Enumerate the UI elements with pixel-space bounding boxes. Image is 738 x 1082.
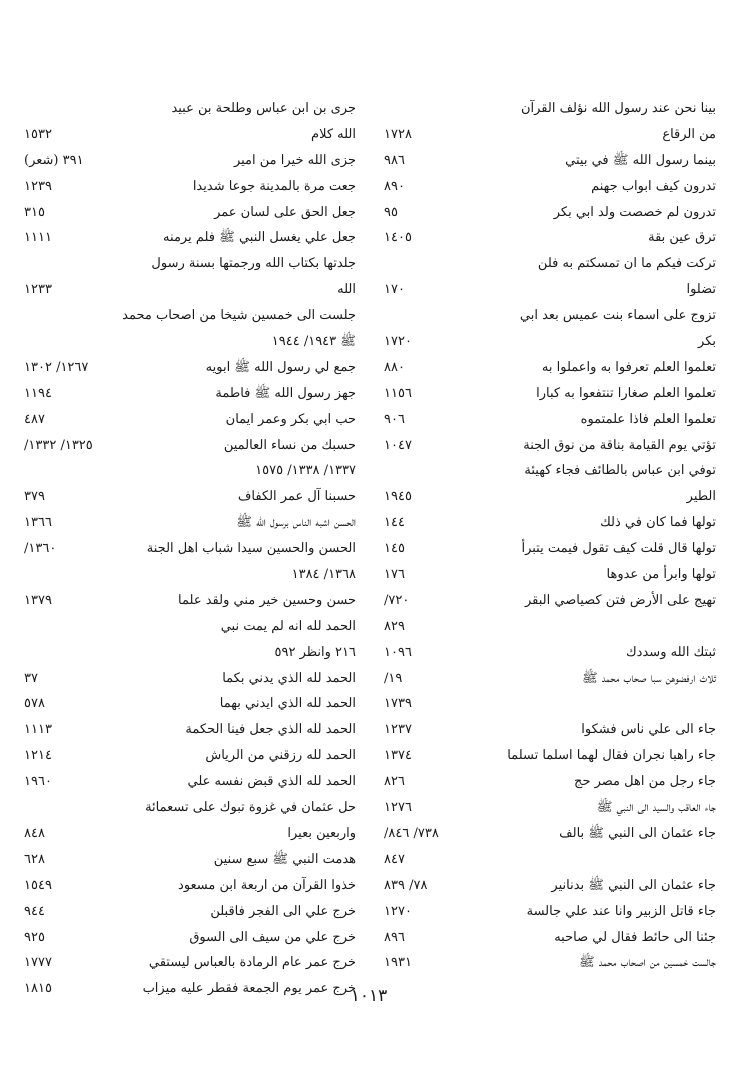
entry-text: خذوا القرآن من اربعة ابن مسعود [178,877,356,893]
entry-text: تولها قال قلت كيف تقول فيمت يتبرأ [521,541,716,557]
index-entry [22,381,356,407]
index-entry [382,200,716,226]
index-entry [22,899,356,925]
index-entry [22,795,356,821]
index-entry [382,925,716,951]
entry-reference: ٩٥ [384,204,398,220]
index-entry [382,614,716,640]
entry-text: توفي ابن عباس بالطائف فجاء كهيئة [524,463,716,479]
index-entry [382,795,716,821]
index-entry [22,225,356,251]
entry-text: الحسن والحسين سيدا شباب اهل الجنة [146,541,356,557]
entry-text: تدرون لم خصصت ولد ابي بكر [553,204,716,220]
entry-text: جاء العاقب والسيد الى النبي ﷺ [596,800,716,816]
index-entry [382,510,716,536]
index-entry [382,691,716,717]
entry-reference: ١٩٤٥ [384,489,412,505]
entry-reference: ١٣٦٦ [24,515,52,531]
entry-text: الحمد لله رزقني من الرياش [205,748,356,764]
entry-reference: ١٩٦٠ [24,774,52,790]
entry-reference: ٧٢٠/ [384,592,410,608]
index-entry [382,355,716,381]
entry-reference: ٥٧٨ [24,696,45,712]
entry-text: جاء عثمان الى النبي ﷺ بالف [559,825,716,841]
index-entry [22,174,356,200]
entry-text: ثلاث ارفضوهن سبا صحاب محمد ﷺ [582,670,716,686]
index-entry [22,303,356,329]
entry-text: ﷺ ١٩٤٣/ ١٩٤٤ [271,334,356,350]
entry-text: تعلموا العلم فاذا علمتموه [580,411,716,427]
entry-reference: ١٢٧٦ [384,800,412,816]
entry-text: تزوج على اسماء بنت عميس بعد ابي [519,308,716,324]
index-entry [382,122,716,148]
entry-text: جاء الى علي ناس فشكوا [581,722,716,738]
entry-text: جمع لي رسول الله ﷺ ابويه [205,359,356,375]
entry-reference: ١٣٧٤ [384,748,412,764]
entry-reference: ١٧٣٩ [384,696,412,712]
entry-text: تؤتي يوم القيامة بناقة من نوق الجنة [523,437,716,453]
entry-reference: ٣٧ [24,670,38,686]
entry-reference: ٤٨٧ [24,411,45,427]
entry-reference: ١٥٤٩ [24,877,52,893]
index-entry [22,925,356,951]
entry-reference: ١٣٢٥/ ١٣٣٢/ [24,437,93,453]
index-entry [22,433,356,459]
entry-text: جاء راهبا نجران فقال لهما اسلما تسلما [507,748,716,764]
entry-text: جرى بن ابن عباس وطلحة بن عبيد [171,101,356,116]
entry-text: تدرون كيف ابواب جهنم [591,178,716,194]
index-entry [382,433,716,459]
entry-reference: ١٢٧٠ [384,903,412,919]
entry-reference: ٩٨٦ [384,152,405,168]
entry-text: جعت مرة بالمدينة جوعا شديدا [192,178,356,194]
index-column-left [22,96,356,1002]
index-entry [22,666,356,692]
index-entry [22,743,356,769]
index-entry [22,200,356,226]
entry-reference: ١٤٤ [384,515,405,531]
entry-reference: ٨٩٦ [384,929,405,945]
entry-text: جلست الى خمسين شيخا من اصحاب محمد [122,308,356,324]
entry-text: خرج عمر يوم الجمعة فقطر عليه ميزاب [142,981,356,997]
index-entry [22,329,356,355]
entry-text: ٢١٦ وانظر ٥٩٢ [274,644,356,660]
entry-reference: ١٠٤٧ [384,437,412,453]
entry-text: تعلموا العلم تعرفوا به واعملوا به [541,359,716,375]
entry-reference: ١٧٧٧ [24,955,52,971]
index-entry [22,355,356,381]
index-entry [382,458,716,484]
entry-text: الطير [686,489,716,505]
entry-text: الحمد لله الذي ايدني بهما [219,696,356,712]
entry-text: تضلوا [686,282,716,298]
index-entry [382,821,716,847]
index-entry [382,640,716,666]
index-entry [22,536,356,562]
entry-reference: ١٠٩٦ [384,644,412,660]
entry-reference: ٨٤٧ [384,851,405,867]
entry-text: خرج عمر عام الرمادة بالعباس ليستقي [148,955,356,971]
entry-reference: ١١٥٦ [384,385,412,401]
entry-text: حسن وحسين خير مني ولقد علما [178,592,356,608]
entry-reference: ١٤٠٥ [384,230,412,246]
entry-reference: ١٥٣٢ [24,126,52,142]
entry-text: جاء رجل من اهل مصر حج [574,774,716,790]
index-entry [382,407,716,433]
entry-text: الحمد لله الذي يدني بكما [222,670,356,686]
entry-text: تولها فما كان في ذلك [600,515,716,531]
entry-text: جاء عثمان الى النبي ﷺ بدنانير [551,877,716,893]
entry-reference: ٩٠٦ [384,411,405,427]
index-entry [22,717,356,743]
entry-reference: ٧٨/ ٨٣٩ [384,877,428,893]
entry-reference: ٨٢٩ [384,618,405,634]
index-entry [382,381,716,407]
index-entry [382,96,716,122]
entry-text: جهز رسول الله ﷺ فاطمة [215,385,356,401]
index-entry [382,562,716,588]
entry-reference: ٨٤٨ [24,825,45,841]
entry-text: حب ابي بكر وعمر ايمان [225,411,356,427]
entry-reference: ٣١٥ [24,204,45,220]
index-entry [22,873,356,899]
entry-text: خرج علي من سيف الى السوق [189,929,356,945]
entry-text: جعل علي يغسل النبي ﷺ فلم يرمنه [163,230,356,246]
entry-text: جزى الله خيرا من امير [233,152,356,168]
index-entry [382,899,716,925]
index-entry [382,847,716,873]
entry-text: ترق عين بقة [648,230,716,246]
index-entry [382,743,716,769]
index-entry [22,277,356,303]
index-entry [382,769,716,795]
entry-reference: ٨٢٦ [384,774,405,790]
entry-reference: ١٧٦ [384,567,405,583]
entry-reference: ٩٤٤ [24,903,45,919]
entry-reference: ٨٨٠ [384,359,405,375]
entry-text: الحمد لله الذي جعل فينا الحكمة [185,722,356,738]
entry-text: حل عثمان في غزوة تبوك على تسعمائة [145,800,356,816]
index-entry [22,769,356,795]
index-entry [382,484,716,510]
entry-text: بكر [698,334,716,350]
entry-reference: ١٣٧٩ [24,592,52,608]
entry-text: هدمت النبي ﷺ سبع سنين [213,851,356,867]
entry-reference: ١٩٣١ [384,955,412,971]
entry-text: ثبتك الله وسددك [625,644,716,660]
entry-text: الحمد لله الذي قبض نفسه علي [187,774,356,790]
entry-reference: ١٧٢٨ [384,126,412,142]
index-entry [22,562,356,588]
entry-text: تولها وابرأ من عدوها [606,567,716,583]
index-entry [22,251,356,277]
index-entry [382,329,716,355]
index-entry [382,303,716,329]
entry-reference: ١١١١ [24,230,52,246]
index-entry [22,96,356,122]
index-entry [22,691,356,717]
entry-text: تركت فيكم ما ان تمسكتم به فلن [537,256,716,272]
entry-reference: ٨٩٠ [384,178,405,194]
entry-text: الله [337,282,356,298]
index-entry [22,588,356,614]
entry-text: الحسن اشبه الناس برسول الله ﷺ [236,515,356,531]
index-entry [382,873,716,899]
index-entry [22,122,356,148]
entry-text: جلدتها بكتاب الله ورجمتها بسنة رسول [151,256,356,272]
entry-text: ١٣٦٨/ ١٣٨٤ [291,567,356,583]
index-entry [22,950,356,976]
index-entry [382,148,716,174]
index-entry [22,148,356,174]
index-entry [382,225,716,251]
entry-text: من الرقاع [662,126,716,142]
entry-reference: ١١١٣ [24,722,52,738]
entry-reference: ١٢٣٩ [24,178,52,194]
page-number: ١٠١٣ [350,986,388,1006]
index-entry [22,614,356,640]
entry-reference: ٩٢٥ [24,929,45,945]
entry-reference: ١١٩٤ [24,385,52,401]
index-column-right [382,96,716,976]
entry-reference: ٦٢٨ [24,851,45,867]
entry-text: تعلموا العلم صغارا تنتفعوا به كبارا [536,385,716,401]
index-entry [382,588,716,614]
entry-reference: ١٢١٤ [24,748,52,764]
index-entry [382,536,716,562]
entry-reference: ١٩/ [384,670,403,686]
entry-text: جئنا الى حائط فقال لي صاحبه [554,929,716,945]
entry-reference: ١٧٠ [384,282,405,298]
entry-reference: ١٢٣٧ [384,722,412,738]
index-entry [382,950,716,976]
entry-reference: ١٧٢٠ [384,334,412,350]
index-entry [22,847,356,873]
index-entry [22,821,356,847]
index-entry [22,458,356,484]
entry-text: بينما رسول الله ﷺ في بيتي [565,152,716,168]
index-entry [382,666,716,692]
index-entry [22,484,356,510]
entry-text: خرج علي الى الفجر فاقبلن [210,903,356,919]
entry-text: جاء قاتل الزبير وانا عند علي جالسة [526,903,716,919]
entry-text: حسبك من نساء العالمين [223,437,356,453]
index-entry [22,510,356,536]
entry-text: بينا نحن عند رسول الله نؤلف القرآن [520,101,716,116]
entry-reference: ١٨١٥ [24,981,52,997]
entry-text: جالست خمسين من اصحاب محمد ﷺ [579,955,716,971]
entry-reference: ١٤٥ [384,541,405,557]
entry-text: واربعين بعيرا [287,825,356,841]
entry-text: جعل الحق على لسان عمر [214,204,356,220]
index-entry [382,251,716,277]
entry-text: الحمد لله انه لم يمت نبي [220,618,356,634]
entry-reference: ١٢٦٧/ ١٣٠٢ [24,359,89,375]
index-entry [382,717,716,743]
entry-text: ١٣٣٧/ ١٣٣٨/ ١٥٧٥ [255,463,356,479]
entry-text: تهيج على الأرض فتن كصياصي البقر [524,592,716,608]
entry-reference: ٧٣٨/ ٨٤٦/ [384,825,439,841]
index-entry [22,640,356,666]
entry-reference: ٣٩١ (شعر) [24,152,84,168]
entry-reference: ٣٧٩ [24,489,45,505]
index-entry [382,174,716,200]
index-entry [22,407,356,433]
entry-reference: ١٢٣٣ [24,282,52,298]
entry-text: الله كلام [311,126,356,142]
index-entry [382,277,716,303]
entry-text: حسبنا آل عمر الكفاف [237,489,356,505]
entry-reference: ١٣٦٠/ [24,541,57,557]
